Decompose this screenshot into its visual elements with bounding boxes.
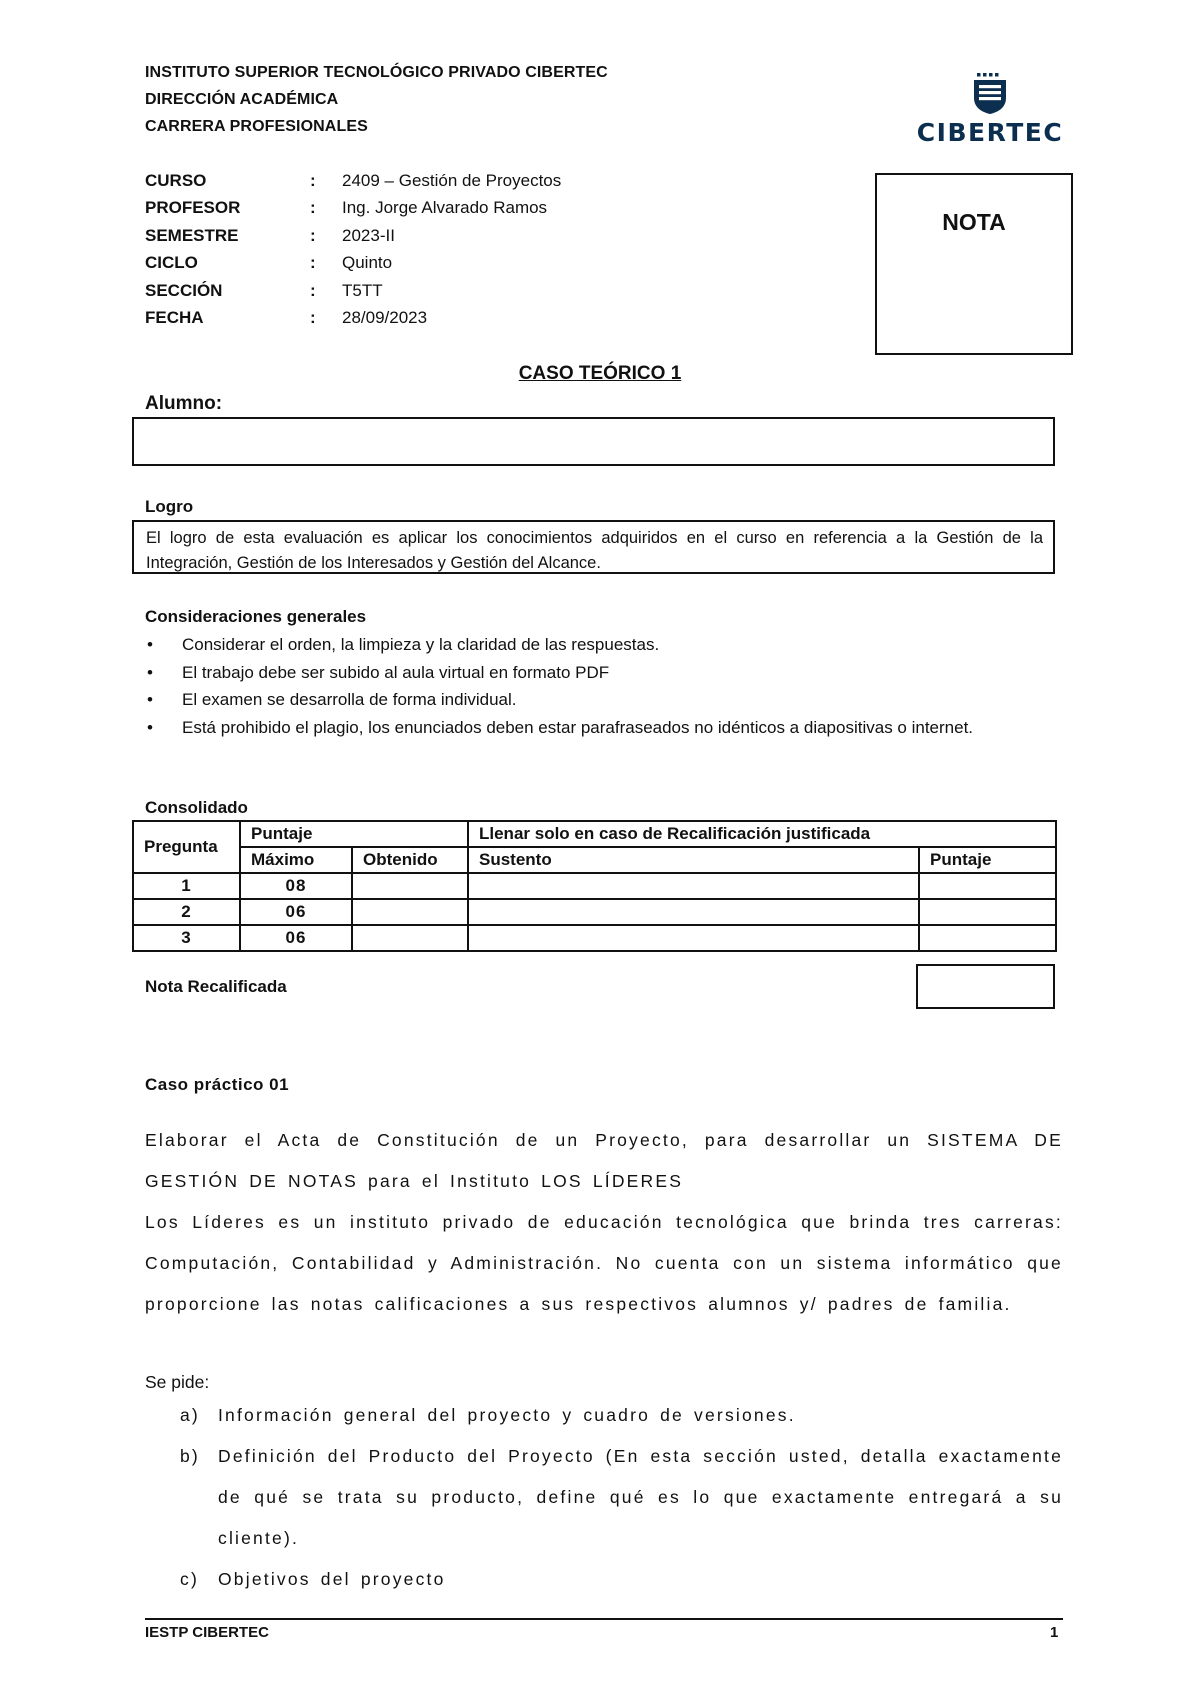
table-header-row [133, 821, 1056, 847]
max-score: 08 [240, 873, 352, 899]
obtained-cell[interactable] [352, 899, 468, 925]
justification-cell[interactable] [468, 873, 919, 899]
institution-name: INSTITUTO SUPERIOR TECNOLÓGICO PRIVADO CIBERTEC [145, 64, 608, 81]
table-subheader-row [133, 847, 1056, 873]
info-row-course [145, 171, 705, 198]
info-value: Ing. Jorge Alvarado Ramos [342, 198, 548, 218]
considerations-list [145, 631, 1063, 741]
info-value: 2023-II [342, 225, 395, 245]
info-label: PROFESOR [145, 198, 241, 218]
col-header-max: Máximo [240, 847, 352, 873]
info-colon: : [310, 307, 316, 327]
table-row [133, 925, 1056, 951]
list-item: • El trabajo debe ser subido al aula virtual en formato PDF [145, 659, 1063, 687]
col-header-question: Pregunta [133, 821, 240, 873]
requirements-intro: Se pide: [145, 1372, 210, 1392]
info-row-semester [145, 226, 705, 253]
footer-institution: IESTP CIBERTEC [145, 1624, 269, 1641]
student-name-field[interactable] [132, 417, 1055, 466]
course-info [145, 171, 705, 335]
achievement-label: Logro [145, 497, 194, 516]
obtained-cell[interactable] [352, 873, 468, 899]
info-row-section [145, 281, 705, 308]
consolidated-table [132, 820, 1057, 952]
info-label: FECHA [145, 307, 204, 327]
list-item: • Considerar el orden, la limpieza y la claridad de las respuestas. [145, 631, 1063, 659]
requirement-text: Información general del proyecto y cuadro de versiones. [218, 1405, 796, 1425]
regraded-score-box[interactable] [916, 964, 1055, 1009]
paragraph: Los Líderes es un instituto privado de educación tecnológica que brinda tres carreras: Computación, Contabilidad y Administración. No cuenta con un sistema informático que proporcione las notas calificaciones a sus respectivos alumnos y/ padres de familia. [145, 1212, 1063, 1314]
regrade-score-cell[interactable] [919, 873, 1056, 899]
regraded-label: Nota Recalificada [145, 977, 287, 996]
list-item: • Está prohibido el plagio, los enunciados deben estar parafraseados no idénticos a diapositivas o internet. [145, 714, 1063, 742]
practical-case-body [145, 1120, 1063, 1325]
page-number: 1 [1050, 1624, 1059, 1641]
info-colon: : [310, 171, 316, 190]
info-colon: : [310, 198, 316, 218]
col-header-obtained: Obtenido [352, 847, 468, 873]
list-marker: b) [180, 1446, 200, 1466]
question-number: 2 [133, 899, 240, 925]
justification-cell[interactable] [468, 899, 919, 925]
list-item [180, 1436, 1063, 1559]
info-colon: : [310, 280, 316, 300]
info-label: SEMESTRE [145, 225, 239, 245]
cibertec-logo [910, 70, 1070, 150]
info-colon: : [310, 253, 316, 273]
table-row [133, 873, 1056, 899]
list-item: • El examen se desarrolla de forma individual. [145, 686, 1063, 714]
considerations-title: Consideraciones generales [145, 607, 367, 626]
crest-icon [910, 70, 1070, 116]
requirements-list [180, 1395, 1063, 1600]
grade-box[interactable] [875, 173, 1073, 355]
info-row-professor [145, 198, 705, 225]
requirement-text: Objetivos del proyecto [218, 1569, 446, 1589]
info-value: 2409 – Gestión de Proyectos [342, 171, 562, 190]
academic-direction: DIRECCIÓN ACADÉMICA [145, 91, 339, 108]
info-value: 28/09/2023 [342, 307, 428, 327]
info-value: T5TT [342, 280, 383, 300]
obtained-cell[interactable] [352, 925, 468, 951]
case-title: CASO TEÓRICO 1 [518, 363, 682, 384]
achievement-text: El logro de esta evaluación es aplicar los conocimientos adquiridos en el curso en referencia a la Gestión de la Integración, Gestión de los Interesados y Gestión del Alcance. [132, 520, 1055, 574]
question-number: 1 [133, 873, 240, 899]
regrade-score-cell[interactable] [919, 925, 1056, 951]
justification-cell[interactable] [468, 925, 919, 951]
career-name: CARRERA PROFESIONALES [145, 118, 368, 135]
col-header-justification: Sustento [468, 847, 919, 873]
grade-label: NOTA [942, 209, 1006, 235]
col-header-regrade: Llenar solo en caso de Recalificación justificada [468, 821, 1056, 847]
list-item [180, 1559, 1063, 1600]
info-row-cycle [145, 253, 705, 280]
info-colon: : [310, 225, 316, 245]
info-label: CICLO [145, 253, 198, 273]
requirement-text: Definición del Producto del Proyecto (En esta sección usted, detalla exactamente de qué se trata su producto, define qué es lo que exactamente entregará a su cliente). [218, 1446, 1063, 1548]
info-label: CURSO [145, 171, 207, 190]
logo-wordmark: CIBERTEC [916, 118, 1064, 147]
consolidated-title: Consolidado [145, 798, 248, 817]
student-label: Alumno: [145, 393, 223, 414]
list-marker: c) [180, 1569, 199, 1589]
list-marker: a) [180, 1405, 200, 1425]
list-item [180, 1395, 1063, 1436]
practical-case-title: Caso práctico 01 [145, 1075, 290, 1094]
footer-divider [145, 1618, 1063, 1620]
info-label: SECCIÓN [145, 280, 223, 300]
regrade-score-cell[interactable] [919, 899, 1056, 925]
question-number: 3 [133, 925, 240, 951]
col-header-score2: Puntaje [919, 847, 1056, 873]
max-score: 06 [240, 925, 352, 951]
table-row [133, 899, 1056, 925]
col-header-score: Puntaje [240, 821, 468, 847]
info-row-date [145, 308, 705, 335]
max-score: 06 [240, 899, 352, 925]
info-value: Quinto [342, 253, 393, 273]
paragraph: Elaborar el Acta de Constitución de un Proyecto, para desarrollar un SISTEMA DE GESTIÓN DE NOTAS para el Instituto LOS LÍDERES [145, 1130, 1063, 1191]
